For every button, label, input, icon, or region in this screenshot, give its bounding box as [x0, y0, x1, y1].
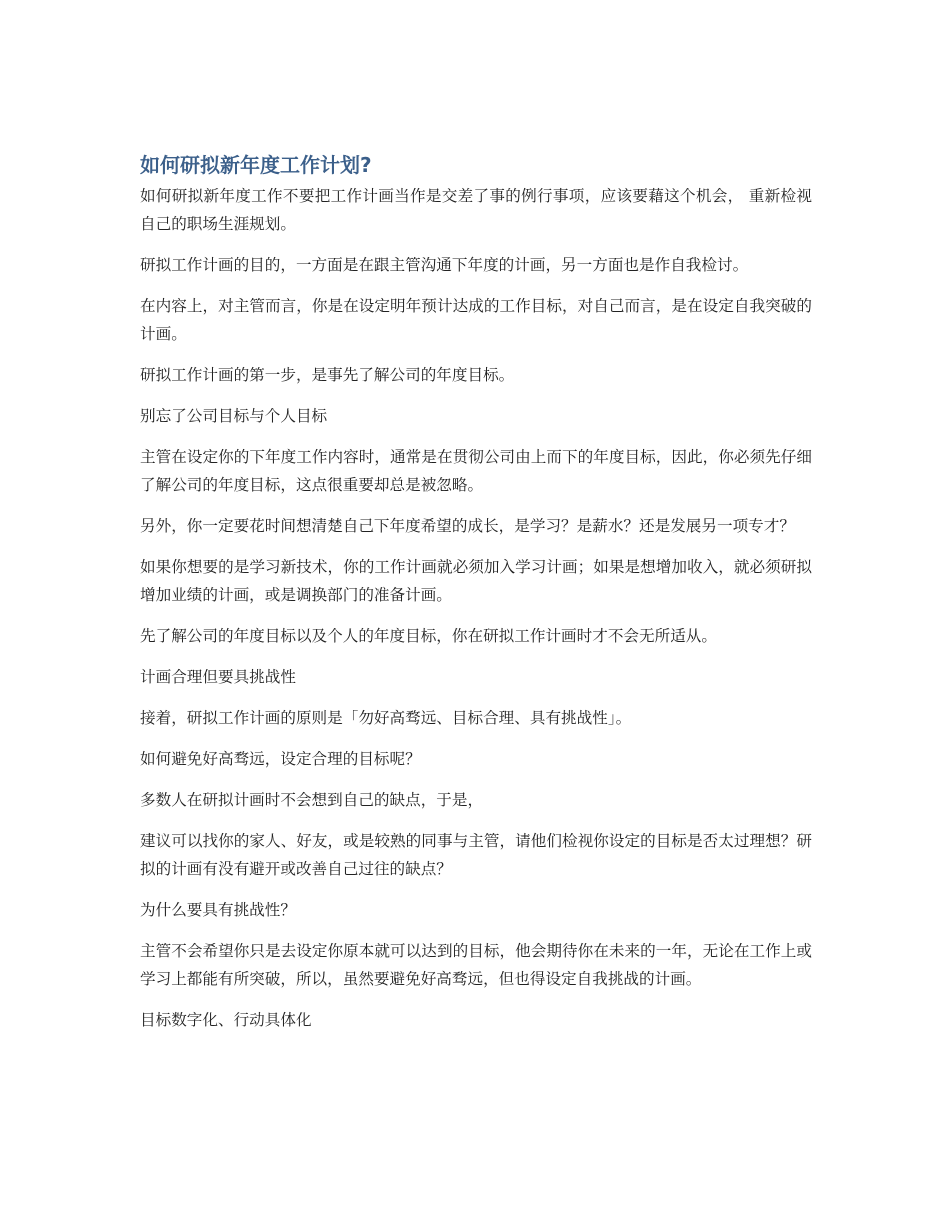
paragraph: 多数人在研拟计画时不会想到自己的缺点，于是， — [140, 791, 484, 809]
paragraph: 如何研拟新年度工作不要把工作计画当作是交差了事的例行事项，应该要藉这个机会， 重新检视自己的职场生涯规划。 — [140, 187, 812, 233]
paragraph: 接着，研拟工作计画的原则是「勿好高骛远、目标合理、具有挑战性」。 — [140, 709, 632, 727]
paragraph: 建议可以找你的家人、好友，或是较熟的同事与主管，请他们检视你设定的目标是否太过理想？研拟的计画有没有避开或改善自己过往的缺点？ — [140, 832, 812, 878]
paragraph: 如何避免好高骛远，设定合理的目标呢？ — [140, 750, 421, 768]
paragraph: 研拟工作计画的目的，一方面是在跟主管沟通下年度的计画，另一方面也是作自我检讨。 — [140, 256, 749, 274]
paragraph: 另外，你一定要花时间想清楚自己下年度希望的成长，是学习？是薪水？还是发展另一项专才？ — [140, 517, 795, 535]
paragraph: 主管不会希望你只是去设定你原本就可以达到的目标，他会期待你在未来的一年，无论在工作上或学习上都能有所突破，所以，虽然要避免好高骛远，但也得设定自我挑战的计画。 — [140, 942, 812, 988]
paragraph: 为什么要具有挑战性？ — [140, 901, 296, 919]
section-heading: 别忘了公司目标与个人目标 — [140, 407, 328, 425]
paragraph: 研拟工作计画的第一步，是事先了解公司的年度目标。 — [140, 366, 515, 384]
document-page — [140, 150, 812, 1047]
paragraph: 在内容上，对主管而言，你是在设定明年预计达成的工作目标，对自己而言，是在设定自我突破的计画。 — [140, 297, 812, 343]
document-title: 如何研拟新年度工作计划? — [140, 153, 372, 177]
section-heading: 目标数字化、行动具体化 — [140, 1011, 312, 1029]
paragraph: 主管在设定你的下年度工作内容时，通常是在贯彻公司由上而下的年度目标，因此，你必须先仔细了解公司的年度目标，这点很重要却总是被忽略。 — [140, 448, 812, 494]
paragraph: 先了解公司的年度目标以及个人的年度目标，你在研拟工作计画时才不会无所适从。 — [140, 627, 717, 645]
section-heading: 计画合理但要具挑战性 — [140, 668, 296, 686]
paragraph: 如果你想要的是学习新技术，你的工作计画就必须加入学习计画；如果是想增加收入，就必须研拟增加业绩的计画，或是调换部门的准备计画。 — [140, 558, 812, 604]
